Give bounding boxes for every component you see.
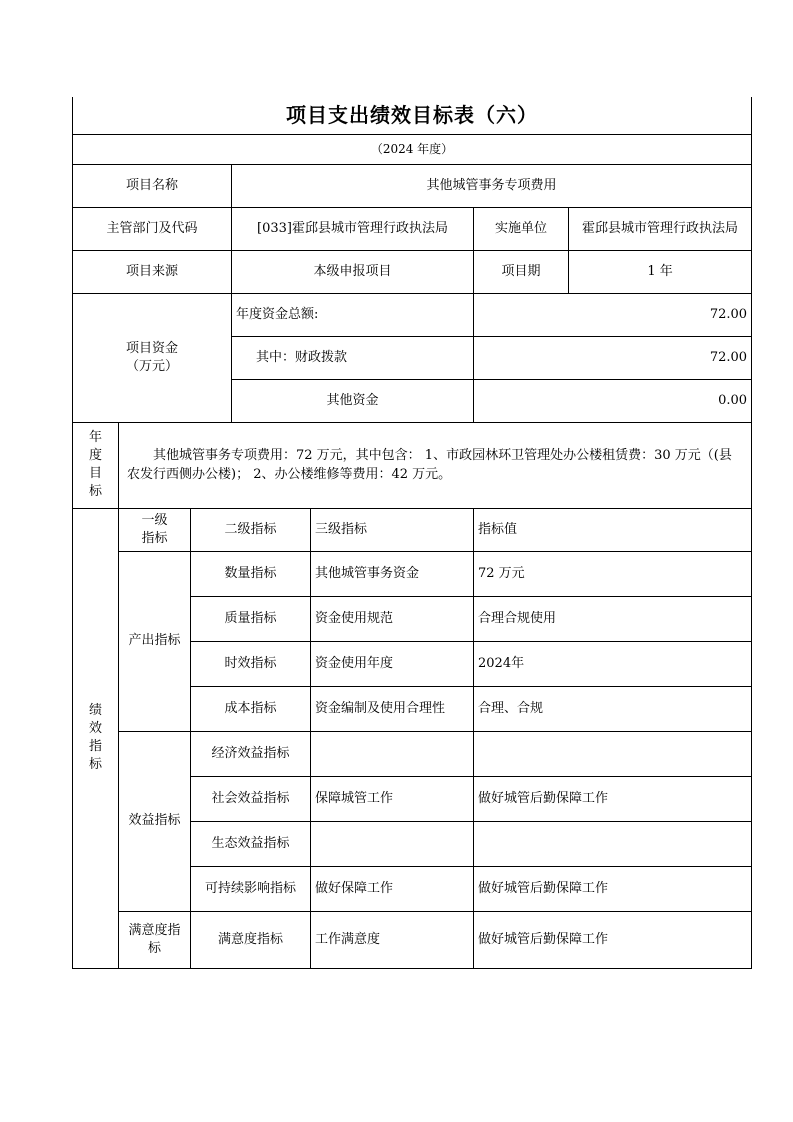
- performance-table-sheet: [72, 97, 751, 969]
- level3-cell: 资金使用规范: [311, 596, 474, 641]
- level3-cell: 其他城管事务资金: [311, 551, 474, 596]
- level3-cell: 保障城管工作: [311, 776, 474, 821]
- output-indicator-label: 产出指标: [119, 551, 191, 731]
- level3-cell: 做好保障工作: [311, 866, 474, 911]
- project-period-label: 项目期: [474, 250, 569, 293]
- level2-cell: 成本指标: [191, 686, 311, 731]
- project-period-value: 1 年: [569, 250, 752, 293]
- header-level3: 三级指标: [311, 508, 474, 551]
- project-source-label: 项目来源: [73, 250, 232, 293]
- implementing-unit-value: 霍邱县城市管理行政执法局: [569, 207, 752, 250]
- perf-label-char: 标: [88, 757, 102, 772]
- value-cell: 做好城管后勤保障工作: [474, 911, 752, 968]
- header-value: 指标值: [474, 508, 752, 551]
- implementing-unit-label: 实施单位: [474, 207, 569, 250]
- level3-cell: [311, 821, 474, 866]
- header-level1: [119, 508, 191, 551]
- value-cell: 合理合规使用: [474, 596, 752, 641]
- project-funds-label-line1: 项目资金: [125, 340, 178, 356]
- total-funds-value: 72.00: [474, 293, 752, 336]
- value-cell: 72 万元: [474, 551, 752, 596]
- value-cell: [474, 821, 752, 866]
- total-funds-label: 年度资金总额:: [232, 293, 474, 336]
- level2-cell: 数量指标: [191, 551, 311, 596]
- fiscal-funds-value: 72.00: [474, 336, 752, 379]
- project-name-label: 项目名称: [73, 164, 232, 207]
- level2-cell: 可持续影响指标: [191, 866, 311, 911]
- project-source-value: 本级申报项目: [232, 250, 474, 293]
- page-title: 项目支出绩效目标表（六）: [73, 97, 752, 134]
- value-cell: [474, 731, 752, 776]
- level2-cell: 经济效益指标: [191, 731, 311, 776]
- header-level1-line2: 指标: [141, 530, 168, 546]
- perf-label-char: 指: [88, 739, 102, 754]
- annual-goal-label: [73, 422, 119, 508]
- other-funds-value: 0.00: [474, 379, 752, 422]
- level2-cell: 质量指标: [191, 596, 311, 641]
- performance-target-table: [72, 97, 752, 969]
- header-level1-line1: 一级: [141, 512, 168, 528]
- level2-cell: 社会效益指标: [191, 776, 311, 821]
- project-funds-label: [73, 293, 232, 422]
- benefit-indicator-label: 效益指标: [119, 731, 191, 911]
- department-label: 主管部门及代码: [73, 207, 232, 250]
- annual-goal-char: 年: [88, 430, 102, 445]
- header-level2: 二级指标: [191, 508, 311, 551]
- perf-label-char: 绩: [88, 703, 102, 718]
- fiscal-year: （2024 年度）: [73, 134, 752, 164]
- other-funds-label: 其他资金: [232, 379, 474, 422]
- project-funds-label-line2: （万元）: [125, 358, 178, 374]
- annual-goal-char: 目: [88, 466, 102, 481]
- level3-cell: 资金使用年度: [311, 641, 474, 686]
- value-cell: 做好城管后勤保障工作: [474, 866, 752, 911]
- value-cell: 合理、合规: [474, 686, 752, 731]
- value-cell: 2024年: [474, 641, 752, 686]
- level2-cell: 时效指标: [191, 641, 311, 686]
- annual-goal-text: 其他城管事务专项费用：72 万元，其中包含： 1、市政园林环卫管理处办公楼租赁费：30 万元（(县农发行西侧办公楼)； 2、办公楼维修等费用：42 万元。: [119, 422, 752, 508]
- level2-cell: 满意度指标: [191, 911, 311, 968]
- level3-cell: [311, 731, 474, 776]
- fiscal-funds-label: 其中：财政拨款: [232, 336, 474, 379]
- level2-cell: 生态效益指标: [191, 821, 311, 866]
- annual-goal-char: 标: [88, 484, 102, 499]
- department-value: [033]霍邱县城市管理行政执法局: [232, 207, 474, 250]
- level3-cell: 资金编制及使用合理性: [311, 686, 474, 731]
- project-name-value: 其他城管事务专项费用: [232, 164, 752, 207]
- value-cell: 做好城管后勤保障工作: [474, 776, 752, 821]
- annual-goal-char: 度: [88, 448, 102, 463]
- satisfaction-indicator-label: 满意度指标: [119, 911, 191, 968]
- perf-label-char: 效: [88, 721, 102, 736]
- level3-cell: 工作满意度: [311, 911, 474, 968]
- performance-indicator-label: [73, 508, 119, 968]
